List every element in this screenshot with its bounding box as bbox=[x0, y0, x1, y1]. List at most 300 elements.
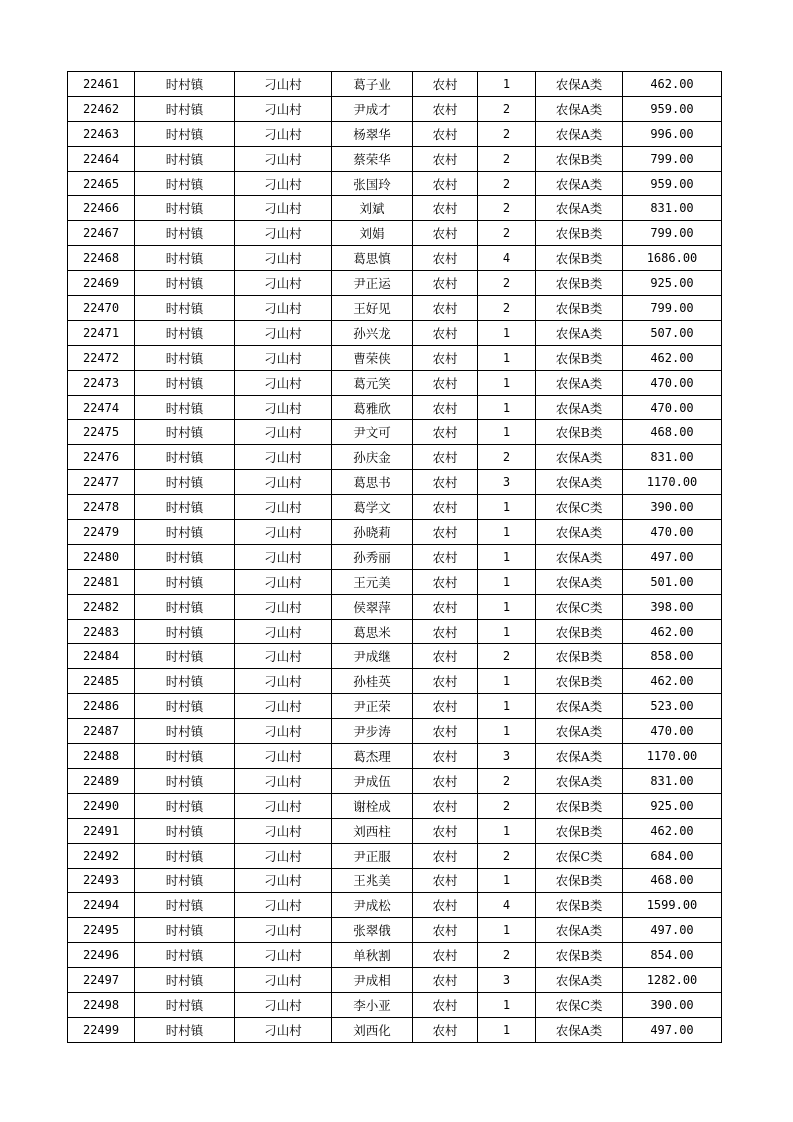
table-row bbox=[68, 395, 722, 420]
amount-cell: 470.00 bbox=[623, 370, 722, 395]
record-id-cell: 22470 bbox=[68, 296, 135, 321]
town-cell: 时村镇 bbox=[135, 644, 235, 669]
household-size-cell: 1 bbox=[478, 918, 536, 943]
village-cell: 刁山村 bbox=[235, 1017, 332, 1042]
table-row bbox=[68, 495, 722, 520]
household-size-cell: 1 bbox=[478, 992, 536, 1017]
household-size-cell: 1 bbox=[478, 320, 536, 345]
name-cell: 张翠俄 bbox=[332, 918, 413, 943]
household-size-cell: 1 bbox=[478, 420, 536, 445]
record-id-cell: 22485 bbox=[68, 669, 135, 694]
insurance-class-cell: 农保C类 bbox=[536, 843, 623, 868]
household-size-cell: 2 bbox=[478, 768, 536, 793]
village-cell: 刁山村 bbox=[235, 843, 332, 868]
table-row bbox=[68, 793, 722, 818]
name-cell: 孙庆金 bbox=[332, 445, 413, 470]
area-type-cell: 农村 bbox=[413, 495, 478, 520]
table-row bbox=[68, 768, 722, 793]
insurance-class-cell: 农保B类 bbox=[536, 345, 623, 370]
name-cell: 尹正运 bbox=[332, 271, 413, 296]
name-cell: 葛思慎 bbox=[332, 246, 413, 271]
record-id-cell: 22481 bbox=[68, 569, 135, 594]
town-cell: 时村镇 bbox=[135, 818, 235, 843]
household-size-cell: 1 bbox=[478, 619, 536, 644]
amount-cell: 799.00 bbox=[623, 221, 722, 246]
insurance-class-cell: 农保A类 bbox=[536, 370, 623, 395]
insurance-class-cell: 农保B类 bbox=[536, 669, 623, 694]
village-cell: 刁山村 bbox=[235, 271, 332, 296]
amount-cell: 470.00 bbox=[623, 520, 722, 545]
household-size-cell: 3 bbox=[478, 744, 536, 769]
area-type-cell: 农村 bbox=[413, 793, 478, 818]
village-cell: 刁山村 bbox=[235, 793, 332, 818]
amount-cell: 470.00 bbox=[623, 395, 722, 420]
table-row bbox=[68, 943, 722, 968]
name-cell: 尹成继 bbox=[332, 644, 413, 669]
name-cell: 尹步涛 bbox=[332, 719, 413, 744]
village-cell: 刁山村 bbox=[235, 171, 332, 196]
insurance-class-cell: 农保A类 bbox=[536, 171, 623, 196]
town-cell: 时村镇 bbox=[135, 96, 235, 121]
amount-cell: 468.00 bbox=[623, 868, 722, 893]
amount-cell: 925.00 bbox=[623, 793, 722, 818]
record-id-cell: 22479 bbox=[68, 520, 135, 545]
insurance-class-cell: 农保B类 bbox=[536, 943, 623, 968]
area-type-cell: 农村 bbox=[413, 544, 478, 569]
table-row bbox=[68, 121, 722, 146]
amount-cell: 1686.00 bbox=[623, 246, 722, 271]
amount-cell: 1170.00 bbox=[623, 470, 722, 495]
amount-cell: 831.00 bbox=[623, 768, 722, 793]
town-cell: 时村镇 bbox=[135, 246, 235, 271]
amount-cell: 1170.00 bbox=[623, 744, 722, 769]
household-size-cell: 4 bbox=[478, 246, 536, 271]
area-type-cell: 农村 bbox=[413, 320, 478, 345]
record-id-cell: 22478 bbox=[68, 495, 135, 520]
table-row bbox=[68, 992, 722, 1017]
village-cell: 刁山村 bbox=[235, 520, 332, 545]
household-size-cell: 1 bbox=[478, 569, 536, 594]
record-id-cell: 22461 bbox=[68, 72, 135, 97]
insurance-class-cell: 农保A类 bbox=[536, 196, 623, 221]
amount-cell: 462.00 bbox=[623, 72, 722, 97]
amount-cell: 497.00 bbox=[623, 918, 722, 943]
area-type-cell: 农村 bbox=[413, 96, 478, 121]
name-cell: 尹成松 bbox=[332, 893, 413, 918]
name-cell: 王好见 bbox=[332, 296, 413, 321]
amount-cell: 497.00 bbox=[623, 544, 722, 569]
town-cell: 时村镇 bbox=[135, 171, 235, 196]
record-id-cell: 22474 bbox=[68, 395, 135, 420]
town-cell: 时村镇 bbox=[135, 719, 235, 744]
village-cell: 刁山村 bbox=[235, 345, 332, 370]
insurance-class-cell: 农保B类 bbox=[536, 221, 623, 246]
record-id-cell: 22487 bbox=[68, 719, 135, 744]
household-size-cell: 1 bbox=[478, 594, 536, 619]
insurance-class-cell: 农保A类 bbox=[536, 395, 623, 420]
amount-cell: 1282.00 bbox=[623, 968, 722, 993]
table-row bbox=[68, 893, 722, 918]
area-type-cell: 农村 bbox=[413, 470, 478, 495]
amount-cell: 925.00 bbox=[623, 271, 722, 296]
insurance-class-cell: 农保A类 bbox=[536, 520, 623, 545]
household-size-cell: 2 bbox=[478, 146, 536, 171]
insurance-class-cell: 农保A类 bbox=[536, 918, 623, 943]
area-type-cell: 农村 bbox=[413, 1017, 478, 1042]
record-id-cell: 22467 bbox=[68, 221, 135, 246]
name-cell: 葛元笑 bbox=[332, 370, 413, 395]
insurance-class-cell: 农保B类 bbox=[536, 420, 623, 445]
village-cell: 刁山村 bbox=[235, 719, 332, 744]
table-row bbox=[68, 719, 722, 744]
area-type-cell: 农村 bbox=[413, 968, 478, 993]
insurance-class-cell: 农保C类 bbox=[536, 992, 623, 1017]
name-cell: 孙秀丽 bbox=[332, 544, 413, 569]
record-id-cell: 22473 bbox=[68, 370, 135, 395]
insurance-class-cell: 农保B类 bbox=[536, 619, 623, 644]
amount-cell: 1599.00 bbox=[623, 893, 722, 918]
insurance-class-cell: 农保B类 bbox=[536, 893, 623, 918]
name-cell: 尹成相 bbox=[332, 968, 413, 993]
village-cell: 刁山村 bbox=[235, 445, 332, 470]
table-row bbox=[68, 420, 722, 445]
town-cell: 时村镇 bbox=[135, 395, 235, 420]
table-row bbox=[68, 669, 722, 694]
table-row bbox=[68, 968, 722, 993]
record-id-cell: 22495 bbox=[68, 918, 135, 943]
insurance-class-cell: 农保A类 bbox=[536, 744, 623, 769]
insurance-class-cell: 农保A类 bbox=[536, 768, 623, 793]
area-type-cell: 农村 bbox=[413, 669, 478, 694]
amount-cell: 468.00 bbox=[623, 420, 722, 445]
name-cell: 刘娟 bbox=[332, 221, 413, 246]
area-type-cell: 农村 bbox=[413, 992, 478, 1017]
household-size-cell: 1 bbox=[478, 395, 536, 420]
town-cell: 时村镇 bbox=[135, 121, 235, 146]
area-type-cell: 农村 bbox=[413, 271, 478, 296]
town-cell: 时村镇 bbox=[135, 619, 235, 644]
household-size-cell: 1 bbox=[478, 868, 536, 893]
village-cell: 刁山村 bbox=[235, 918, 332, 943]
village-cell: 刁山村 bbox=[235, 196, 332, 221]
town-cell: 时村镇 bbox=[135, 470, 235, 495]
town-cell: 时村镇 bbox=[135, 893, 235, 918]
amount-cell: 799.00 bbox=[623, 296, 722, 321]
record-id-cell: 22480 bbox=[68, 544, 135, 569]
household-size-cell: 2 bbox=[478, 296, 536, 321]
household-size-cell: 2 bbox=[478, 445, 536, 470]
area-type-cell: 农村 bbox=[413, 694, 478, 719]
village-cell: 刁山村 bbox=[235, 470, 332, 495]
insurance-class-cell: 农保A类 bbox=[536, 719, 623, 744]
area-type-cell: 农村 bbox=[413, 818, 478, 843]
name-cell: 孙桂英 bbox=[332, 669, 413, 694]
amount-cell: 462.00 bbox=[623, 345, 722, 370]
table-row bbox=[68, 918, 722, 943]
insurance-class-cell: 农保C类 bbox=[536, 594, 623, 619]
record-id-cell: 22464 bbox=[68, 146, 135, 171]
table-row bbox=[68, 146, 722, 171]
town-cell: 时村镇 bbox=[135, 669, 235, 694]
record-id-cell: 22468 bbox=[68, 246, 135, 271]
village-cell: 刁山村 bbox=[235, 669, 332, 694]
village-cell: 刁山村 bbox=[235, 619, 332, 644]
table-row bbox=[68, 72, 722, 97]
village-cell: 刁山村 bbox=[235, 246, 332, 271]
table-row bbox=[68, 320, 722, 345]
area-type-cell: 农村 bbox=[413, 420, 478, 445]
insurance-class-cell: 农保A类 bbox=[536, 96, 623, 121]
name-cell: 刘斌 bbox=[332, 196, 413, 221]
household-size-cell: 1 bbox=[478, 520, 536, 545]
village-cell: 刁山村 bbox=[235, 96, 332, 121]
record-id-cell: 22490 bbox=[68, 793, 135, 818]
name-cell: 曹荣侠 bbox=[332, 345, 413, 370]
amount-cell: 959.00 bbox=[623, 171, 722, 196]
table-row bbox=[68, 744, 722, 769]
household-size-cell: 1 bbox=[478, 345, 536, 370]
amount-cell: 390.00 bbox=[623, 495, 722, 520]
village-cell: 刁山村 bbox=[235, 594, 332, 619]
town-cell: 时村镇 bbox=[135, 868, 235, 893]
village-cell: 刁山村 bbox=[235, 694, 332, 719]
household-size-cell: 2 bbox=[478, 171, 536, 196]
record-id-cell: 22465 bbox=[68, 171, 135, 196]
record-id-cell: 22482 bbox=[68, 594, 135, 619]
name-cell: 葛思米 bbox=[332, 619, 413, 644]
insurance-class-cell: 农保A类 bbox=[536, 968, 623, 993]
village-cell: 刁山村 bbox=[235, 296, 332, 321]
record-id-cell: 22466 bbox=[68, 196, 135, 221]
area-type-cell: 农村 bbox=[413, 719, 478, 744]
amount-cell: 497.00 bbox=[623, 1017, 722, 1042]
town-cell: 时村镇 bbox=[135, 768, 235, 793]
town-cell: 时村镇 bbox=[135, 744, 235, 769]
town-cell: 时村镇 bbox=[135, 320, 235, 345]
town-cell: 时村镇 bbox=[135, 370, 235, 395]
town-cell: 时村镇 bbox=[135, 594, 235, 619]
area-type-cell: 农村 bbox=[413, 943, 478, 968]
household-size-cell: 1 bbox=[478, 669, 536, 694]
area-type-cell: 农村 bbox=[413, 868, 478, 893]
area-type-cell: 农村 bbox=[413, 370, 478, 395]
town-cell: 时村镇 bbox=[135, 72, 235, 97]
household-size-cell: 1 bbox=[478, 370, 536, 395]
household-size-cell: 2 bbox=[478, 96, 536, 121]
insurance-class-cell: 农保A类 bbox=[536, 72, 623, 97]
name-cell: 王元美 bbox=[332, 569, 413, 594]
insurance-class-cell: 农保A类 bbox=[536, 445, 623, 470]
town-cell: 时村镇 bbox=[135, 1017, 235, 1042]
area-type-cell: 农村 bbox=[413, 893, 478, 918]
record-id-cell: 22462 bbox=[68, 96, 135, 121]
record-id-cell: 22489 bbox=[68, 768, 135, 793]
household-size-cell: 2 bbox=[478, 221, 536, 246]
household-size-cell: 1 bbox=[478, 1017, 536, 1042]
insurance-class-cell: 农保A类 bbox=[536, 569, 623, 594]
town-cell: 时村镇 bbox=[135, 495, 235, 520]
household-size-cell: 1 bbox=[478, 818, 536, 843]
table-row bbox=[68, 868, 722, 893]
name-cell: 侯翠萍 bbox=[332, 594, 413, 619]
town-cell: 时村镇 bbox=[135, 271, 235, 296]
amount-cell: 462.00 bbox=[623, 818, 722, 843]
town-cell: 时村镇 bbox=[135, 694, 235, 719]
household-size-cell: 2 bbox=[478, 793, 536, 818]
table-row bbox=[68, 470, 722, 495]
record-id-cell: 22497 bbox=[68, 968, 135, 993]
record-id-cell: 22475 bbox=[68, 420, 135, 445]
insurance-class-cell: 农保A类 bbox=[536, 470, 623, 495]
name-cell: 孙兴龙 bbox=[332, 320, 413, 345]
name-cell: 葛子业 bbox=[332, 72, 413, 97]
amount-cell: 501.00 bbox=[623, 569, 722, 594]
name-cell: 刘西化 bbox=[332, 1017, 413, 1042]
town-cell: 时村镇 bbox=[135, 445, 235, 470]
name-cell: 葛杰理 bbox=[332, 744, 413, 769]
amount-cell: 462.00 bbox=[623, 619, 722, 644]
household-size-cell: 3 bbox=[478, 968, 536, 993]
town-cell: 时村镇 bbox=[135, 992, 235, 1017]
village-cell: 刁山村 bbox=[235, 420, 332, 445]
insurance-class-cell: 农保B类 bbox=[536, 296, 623, 321]
record-id-cell: 22488 bbox=[68, 744, 135, 769]
household-size-cell: 2 bbox=[478, 644, 536, 669]
amount-cell: 523.00 bbox=[623, 694, 722, 719]
insurance-class-cell: 农保A类 bbox=[536, 121, 623, 146]
record-id-cell: 22493 bbox=[68, 868, 135, 893]
town-cell: 时村镇 bbox=[135, 793, 235, 818]
village-cell: 刁山村 bbox=[235, 992, 332, 1017]
area-type-cell: 农村 bbox=[413, 221, 478, 246]
village-cell: 刁山村 bbox=[235, 395, 332, 420]
name-cell: 单秋割 bbox=[332, 943, 413, 968]
town-cell: 时村镇 bbox=[135, 843, 235, 868]
area-type-cell: 农村 bbox=[413, 843, 478, 868]
record-id-cell: 22472 bbox=[68, 345, 135, 370]
village-cell: 刁山村 bbox=[235, 569, 332, 594]
amount-cell: 959.00 bbox=[623, 96, 722, 121]
insurance-class-cell: 农保A类 bbox=[536, 544, 623, 569]
table-row bbox=[68, 345, 722, 370]
name-cell: 尹正荣 bbox=[332, 694, 413, 719]
table-row bbox=[68, 221, 722, 246]
area-type-cell: 农村 bbox=[413, 395, 478, 420]
household-size-cell: 1 bbox=[478, 719, 536, 744]
name-cell: 尹正服 bbox=[332, 843, 413, 868]
amount-cell: 462.00 bbox=[623, 669, 722, 694]
records-table bbox=[67, 71, 722, 1043]
table-row bbox=[68, 296, 722, 321]
table-row bbox=[68, 370, 722, 395]
village-cell: 刁山村 bbox=[235, 320, 332, 345]
insurance-class-cell: 农保B类 bbox=[536, 246, 623, 271]
area-type-cell: 农村 bbox=[413, 146, 478, 171]
town-cell: 时村镇 bbox=[135, 221, 235, 246]
town-cell: 时村镇 bbox=[135, 569, 235, 594]
household-size-cell: 1 bbox=[478, 72, 536, 97]
table-row bbox=[68, 818, 722, 843]
household-size-cell: 2 bbox=[478, 196, 536, 221]
village-cell: 刁山村 bbox=[235, 121, 332, 146]
village-cell: 刁山村 bbox=[235, 544, 332, 569]
village-cell: 刁山村 bbox=[235, 818, 332, 843]
insurance-class-cell: 农保B类 bbox=[536, 271, 623, 296]
insurance-class-cell: 农保B类 bbox=[536, 146, 623, 171]
area-type-cell: 农村 bbox=[413, 246, 478, 271]
household-size-cell: 2 bbox=[478, 843, 536, 868]
area-type-cell: 农村 bbox=[413, 768, 478, 793]
village-cell: 刁山村 bbox=[235, 221, 332, 246]
amount-cell: 831.00 bbox=[623, 445, 722, 470]
village-cell: 刁山村 bbox=[235, 893, 332, 918]
insurance-class-cell: 农保B类 bbox=[536, 818, 623, 843]
area-type-cell: 农村 bbox=[413, 744, 478, 769]
area-type-cell: 农村 bbox=[413, 196, 478, 221]
amount-cell: 390.00 bbox=[623, 992, 722, 1017]
village-cell: 刁山村 bbox=[235, 370, 332, 395]
insurance-class-cell: 农保A类 bbox=[536, 320, 623, 345]
record-id-cell: 22496 bbox=[68, 943, 135, 968]
village-cell: 刁山村 bbox=[235, 644, 332, 669]
town-cell: 时村镇 bbox=[135, 296, 235, 321]
household-size-cell: 2 bbox=[478, 121, 536, 146]
record-id-cell: 22499 bbox=[68, 1017, 135, 1042]
table-row bbox=[68, 544, 722, 569]
town-cell: 时村镇 bbox=[135, 345, 235, 370]
table-row bbox=[68, 96, 722, 121]
town-cell: 时村镇 bbox=[135, 420, 235, 445]
amount-cell: 470.00 bbox=[623, 719, 722, 744]
name-cell: 尹成才 bbox=[332, 96, 413, 121]
table-row bbox=[68, 843, 722, 868]
area-type-cell: 农村 bbox=[413, 121, 478, 146]
village-cell: 刁山村 bbox=[235, 744, 332, 769]
amount-cell: 858.00 bbox=[623, 644, 722, 669]
record-id-cell: 22498 bbox=[68, 992, 135, 1017]
name-cell: 葛思书 bbox=[332, 470, 413, 495]
table-row bbox=[68, 271, 722, 296]
record-id-cell: 22463 bbox=[68, 121, 135, 146]
name-cell: 葛学文 bbox=[332, 495, 413, 520]
area-type-cell: 农村 bbox=[413, 619, 478, 644]
household-size-cell: 2 bbox=[478, 271, 536, 296]
town-cell: 时村镇 bbox=[135, 520, 235, 545]
name-cell: 尹成伍 bbox=[332, 768, 413, 793]
village-cell: 刁山村 bbox=[235, 943, 332, 968]
town-cell: 时村镇 bbox=[135, 918, 235, 943]
insurance-class-cell: 农保A类 bbox=[536, 694, 623, 719]
area-type-cell: 农村 bbox=[413, 918, 478, 943]
amount-cell: 831.00 bbox=[623, 196, 722, 221]
record-id-cell: 22491 bbox=[68, 818, 135, 843]
town-cell: 时村镇 bbox=[135, 544, 235, 569]
record-id-cell: 22483 bbox=[68, 619, 135, 644]
household-size-cell: 1 bbox=[478, 495, 536, 520]
record-id-cell: 22492 bbox=[68, 843, 135, 868]
table-row bbox=[68, 171, 722, 196]
table-row bbox=[68, 445, 722, 470]
name-cell: 蔡荣华 bbox=[332, 146, 413, 171]
area-type-cell: 农村 bbox=[413, 296, 478, 321]
record-id-cell: 22484 bbox=[68, 644, 135, 669]
table-row bbox=[68, 246, 722, 271]
area-type-cell: 农村 bbox=[413, 644, 478, 669]
insurance-class-cell: 农保B类 bbox=[536, 644, 623, 669]
household-size-cell: 4 bbox=[478, 893, 536, 918]
household-size-cell: 2 bbox=[478, 943, 536, 968]
village-cell: 刁山村 bbox=[235, 72, 332, 97]
